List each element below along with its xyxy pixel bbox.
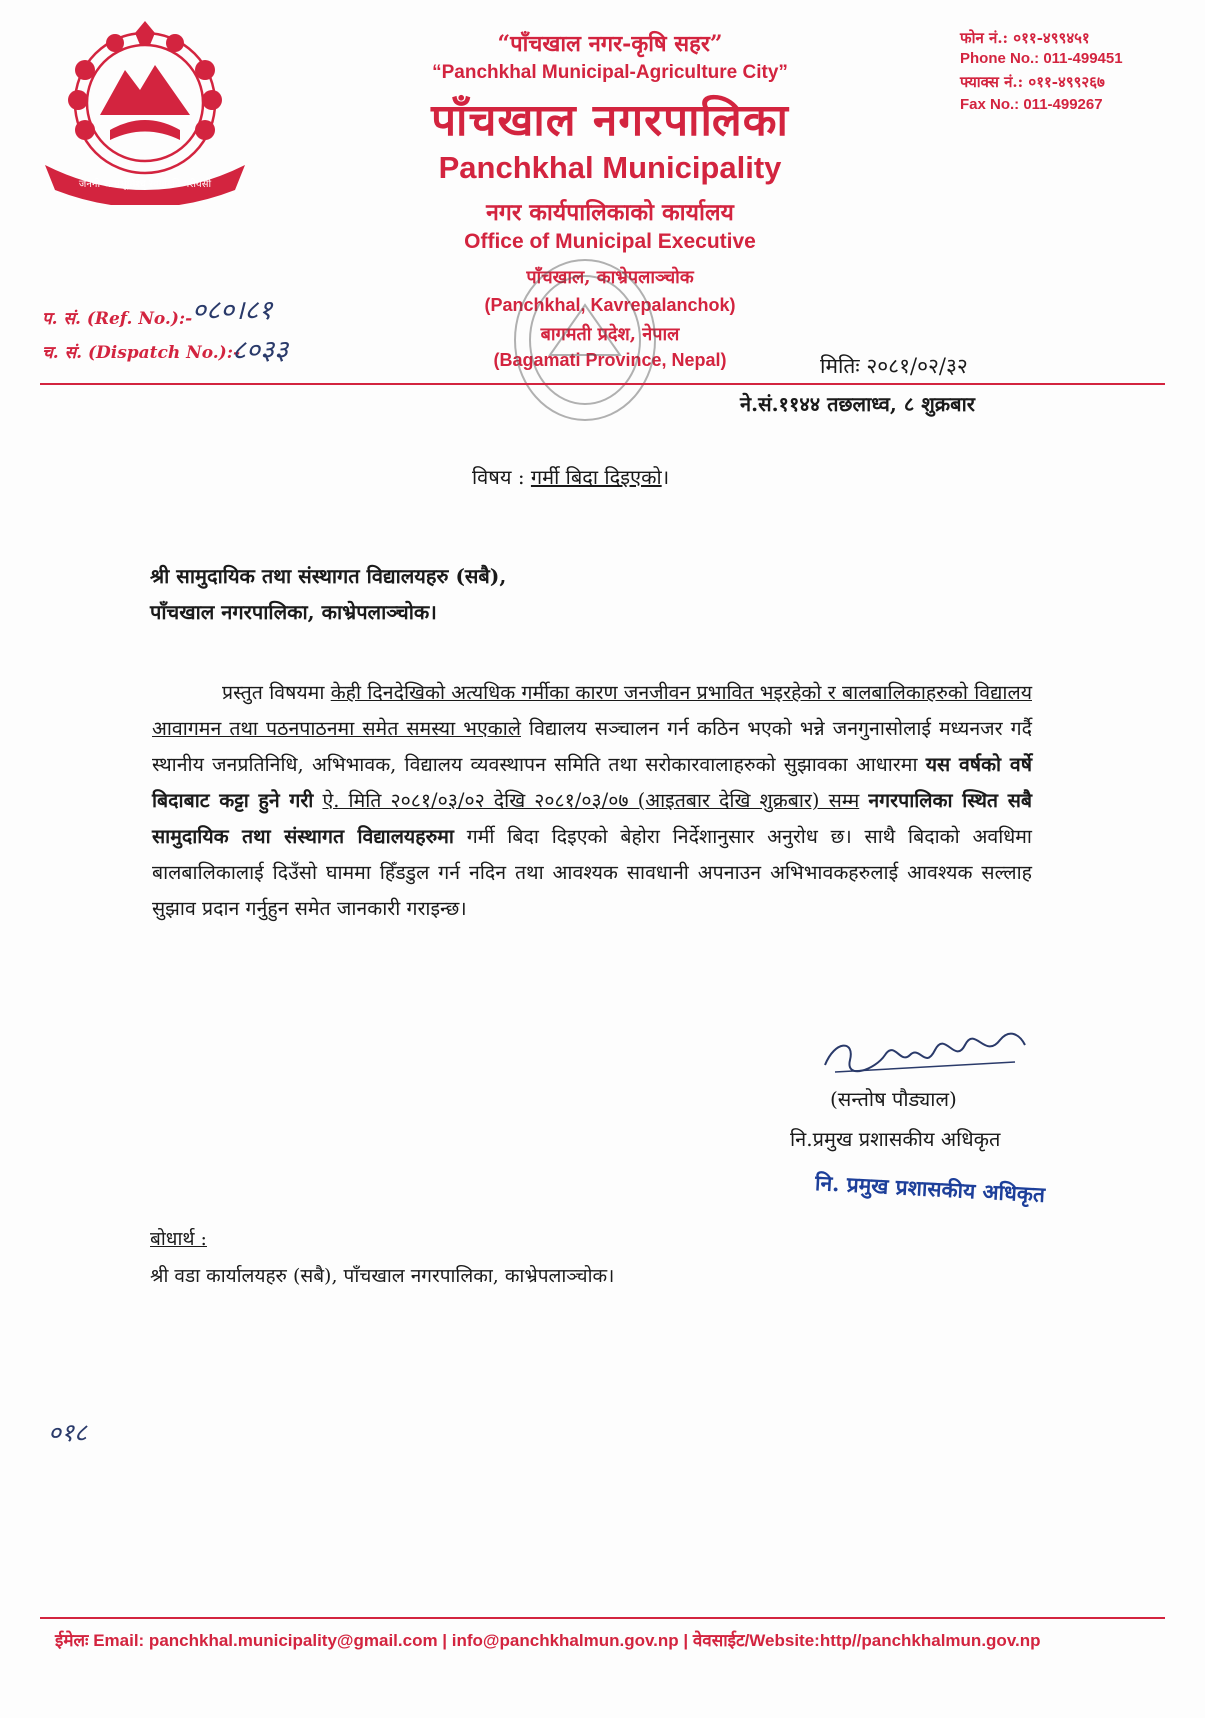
location-nepali: पाँचखाल, काभ्रेपलाञ्चोक xyxy=(526,267,694,288)
phone-english: Phone No.: 011-499451 xyxy=(960,50,1123,67)
municipality-name-nepali: पाँचखाल नगरपालिका xyxy=(431,95,789,146)
office-name-english: Office of Municipal Executive xyxy=(464,230,756,253)
addressee-line-2: पाँचखाल नगरपालिका, काभ्रेपलाञ्चोक। xyxy=(150,600,437,624)
addressee-line-1: श्री सामुदायिक तथा संस्थागत विद्यालयहरु (सबै), xyxy=(150,564,507,588)
ref-no-value: ०८०।८१ xyxy=(192,295,273,326)
letter-body-paragraph: प्रस्तुत विषयमा केही दिनदेखिको अत्यधिक गर्मीका कारण जनजीवन प्रभावित भइरहेको र बालबालिकाहरुको विद्यालय आवागमन तथा पठनपाठनमा समेत समस्या भएकाले विद्यालय सञ्चालन गर्न कठिन भएको भन्ने जनगुनासोलाई मध्यनजर गर्दै स्थानीय जनप्रतिनिधि, अभिभावक, विद्यालय व्यवस्थापन समिति तथा सरोकारवालाहरुको सुझावका आधारमा यस वर्षको वर्षे बिदाबाट कट्टा हुने गरी ऐ. मिति २०८१/०३/०२ देखि २०८१/०३/०७ (आइतबार देखि शुक्रबार) सम्म नगरपालिका स्थित सबै सामुदायिक तथा संस्थागत विद्यालयहरुमा गर्मी बिदा दिइएको बेहोरा निर्देशानुसार अनुरोध छ। साथै बिदाको अवधिमा बालबालिकालाई दिउँसो घाममा हिँडडुल गर्न नदिन तथा आवश्यक सावधानी अपनाउन अभिभावकहरुलाई आवश्यक सल्लाह सुझाव प्रदान गर्नुहुन समेत जानकारी गराइन्छ। xyxy=(152,681,1033,920)
nepal-sambat-date: ने.सं.११४४ तछलाध्व, ८ शुक्रबार xyxy=(740,392,975,416)
handwritten-signature-icon xyxy=(815,1010,1035,1090)
letter-date: मितिः २०८१/०२/३२ xyxy=(820,354,968,378)
signer-title: नि.प्रमुख प्रशासकीय अधिकृत xyxy=(790,1127,1001,1151)
phone-nepali: फोन नं.: ०११-४९९४५१ xyxy=(960,29,1090,47)
signer-name: (सन्तोष पौड्याल) xyxy=(830,1087,957,1111)
cc-label: बोधार्थ : xyxy=(150,1228,207,1250)
footer-contact: ईमेलः Email: panchkhal.municipality@gmail.com | info@panchkhalmun.gov.np | वेवसाईट/Website:http//panchkhalmun.gov.np xyxy=(55,1631,1041,1650)
fax-nepali: फ्याक्स नं.: ०११-४९९२६७ xyxy=(960,73,1105,91)
office-name-nepali: नगर कार्यपालिकाको कार्यालय xyxy=(486,199,734,226)
province-english: (Bagamati Province, Nepal) xyxy=(493,350,727,370)
subject-text: गर्मी बिदा दिइएको xyxy=(530,465,662,489)
ref-no-label: प. सं. (Ref. No.):- xyxy=(42,309,193,329)
footer-divider xyxy=(40,1617,1165,1619)
province-nepali: बागमती प्रदेश, नेपाल xyxy=(540,324,680,345)
office-stamp-icon xyxy=(505,245,665,425)
handwritten-note: ०१८ xyxy=(48,1418,88,1447)
dispatch-no-label: च. सं. (Dispatch No.):- xyxy=(42,343,241,363)
cc-recipients: श्री वडा कार्यालयहरु (सबै), पाँचखाल नगरपालिका, काभ्रेपलाञ्चोक। xyxy=(150,1265,615,1287)
emblem-motto: जननी जन्मभूमिश्च स्वर्गादपि गरीयसी xyxy=(78,179,212,190)
municipality-name-english: Panchkhal Municipality xyxy=(438,150,782,185)
slogan-english: “Panchkhal Municipal-Agriculture City” xyxy=(432,62,788,83)
dispatch-no-value: ८०३३ xyxy=(232,335,289,366)
header-divider xyxy=(40,383,1165,385)
slogan-nepali: “पाँचखाल नगर-कृषि सहर” xyxy=(497,31,723,57)
fax-english: Fax No.: 011-499267 xyxy=(960,96,1103,113)
nepal-emblem-icon xyxy=(30,15,260,205)
designation-stamp: नि. प्रमुख प्रशासकीय अधिकृत xyxy=(814,1169,1046,1208)
subject-line: विषय : गर्मी बिदा दिइएको। xyxy=(472,465,670,489)
location-english: (Panchkhal, Kavrepalanchok) xyxy=(484,295,736,315)
